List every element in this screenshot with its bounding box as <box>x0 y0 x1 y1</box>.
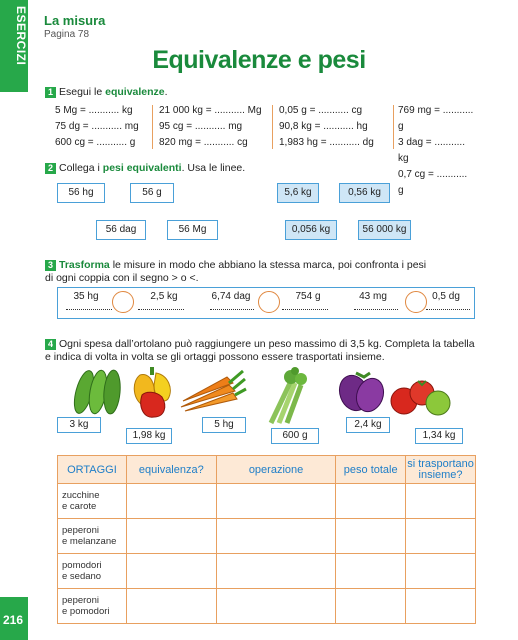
row-label-line: pomodori <box>62 559 102 571</box>
instruction-highlight: Trasforma <box>59 259 110 271</box>
answer-cell[interactable] <box>406 554 476 589</box>
carrots-illustration <box>177 367 247 413</box>
equivalence-item[interactable]: 90,8 kg = ........... hg <box>279 121 368 132</box>
weight-box[interactable]: 56 Mg <box>167 220 218 240</box>
answer-cell[interactable] <box>336 554 406 589</box>
exercise-4-instruction <box>45 338 475 364</box>
equivalence-item[interactable]: 3 dag = ........... kg <box>398 137 465 164</box>
comparison-value: 0,5 dg <box>432 291 460 302</box>
comparison-value: 2,5 kg <box>150 291 178 302</box>
weight-tag: 3 kg <box>57 417 101 433</box>
exercise-2-instruction <box>45 162 245 175</box>
sidebar <box>0 0 28 640</box>
column-header-equivalenza: equivalenza? <box>126 456 216 484</box>
instruction-text: Esegui le <box>59 86 106 98</box>
exercise-1-number: 1 <box>45 87 56 98</box>
row-label <box>58 554 127 589</box>
page-title: Equivalenze e pesi <box>152 46 366 74</box>
column-divider <box>272 105 273 149</box>
column-header-peso-totale: peso totale <box>336 456 406 484</box>
answer-line[interactable] <box>138 309 184 310</box>
answer-cell[interactable] <box>126 484 216 519</box>
equivalence-item[interactable]: 75 dg = ........... mg <box>55 121 139 132</box>
comparison-sign-circle[interactable] <box>112 291 134 313</box>
row-label <box>58 484 127 519</box>
column-header-operazione: operazione <box>216 456 336 484</box>
instruction-highlight: pesi equivalenti <box>102 162 182 174</box>
answer-cell[interactable] <box>126 519 216 554</box>
sidebar-tab-label: ESERCIZI <box>14 6 28 66</box>
row-label-line: zucchine <box>62 489 100 501</box>
answer-cell[interactable] <box>126 554 216 589</box>
equivalence-column <box>398 103 475 196</box>
answer-line[interactable] <box>282 309 328 310</box>
answer-cell[interactable] <box>336 589 406 624</box>
answer-cell[interactable] <box>336 484 406 519</box>
equivalence-item[interactable]: 95 cg = ........... mg <box>159 121 243 132</box>
column-header-trasporto: si trasportano insieme? <box>406 456 476 484</box>
equivalence-item[interactable]: 600 cg = ........... g <box>55 137 136 148</box>
table-row <box>58 484 476 519</box>
page-number: 216 <box>3 613 24 627</box>
answer-line[interactable] <box>66 309 112 310</box>
weight-tag: 1,34 kg <box>415 428 463 444</box>
exercise-2-number: 2 <box>45 163 56 174</box>
instruction-text: . <box>164 86 168 98</box>
exercise-3-instruction <box>45 259 426 285</box>
peppers-illustration <box>130 367 178 421</box>
eggplants-illustration <box>336 367 388 415</box>
equivalence-item[interactable]: 1,983 hg = ........... dg <box>279 137 374 148</box>
weight-box[interactable]: 56 000 kg <box>358 220 411 240</box>
row-label-line: peperoni <box>62 594 99 606</box>
answer-cell[interactable] <box>216 519 336 554</box>
answer-line[interactable] <box>210 309 254 310</box>
weight-box[interactable]: 56 g <box>130 183 174 203</box>
weight-box[interactable]: 5,6 kg <box>277 183 319 203</box>
exercise-1-instruction <box>45 86 168 99</box>
answer-cell[interactable] <box>126 589 216 624</box>
comparison-value: 35 hg <box>73 291 99 302</box>
comparison-value: 43 mg <box>359 291 387 302</box>
equivalence-item[interactable]: 5 Mg = ........... kg <box>55 105 133 116</box>
equivalence-item[interactable]: 769 mg = ........... g <box>398 105 474 132</box>
weight-tag: 1,98 kg <box>126 428 172 444</box>
table-row <box>58 589 476 624</box>
row-label-line: peperoni <box>62 524 99 536</box>
weight-box[interactable]: 56 hg <box>57 183 105 203</box>
equivalence-column <box>279 103 374 151</box>
column-divider <box>393 105 394 149</box>
row-label-line: e sedano <box>62 571 102 582</box>
table-header-row <box>58 456 476 484</box>
comparison-sign-circle[interactable] <box>258 291 280 313</box>
instruction-text: Collega i <box>59 162 103 174</box>
celery-illustration <box>265 367 315 425</box>
weight-tag: 5 hg <box>202 417 246 433</box>
answer-cell[interactable] <box>336 519 406 554</box>
comparison-sign-circle[interactable] <box>405 291 427 313</box>
weight-tag: 2,4 kg <box>346 417 390 433</box>
equivalence-column <box>159 103 262 151</box>
row-label-line: e melanzane <box>62 536 117 547</box>
equivalence-item[interactable]: 820 mg = ........... cg <box>159 137 248 148</box>
instruction-text: Ogni spesa dall’ortolano può raggiungere un peso massimo di 3,5 kg. Completa la tabella <box>59 338 475 350</box>
weight-box[interactable]: 0,56 kg <box>339 183 390 203</box>
instruction-text: le misure in modo che abbiano la stessa marca, poi confronta i pesi <box>109 259 427 271</box>
column-header-ortaggi: ORTAGGI <box>58 456 127 484</box>
instruction-text: . Usa le linee. <box>181 162 246 174</box>
section-title: La misura <box>44 13 106 28</box>
equivalence-item[interactable]: 21 000 kg = ........... Mg <box>159 105 262 116</box>
answer-cell[interactable] <box>406 484 476 519</box>
answer-cell[interactable] <box>216 554 336 589</box>
answer-cell[interactable] <box>406 519 476 554</box>
answer-cell[interactable] <box>216 589 336 624</box>
row-label <box>58 519 127 554</box>
comparison-value: 754 g <box>295 291 321 302</box>
equivalence-item[interactable]: 0,7 cg = ........... g <box>398 169 468 196</box>
comparison-value: 6,74 dag <box>211 291 251 302</box>
vegetables-table <box>57 455 476 624</box>
row-label-line: e carote <box>62 501 97 512</box>
answer-line[interactable] <box>426 309 470 310</box>
table-row <box>58 554 476 589</box>
exercise-3-number: 3 <box>45 260 56 271</box>
zucchini-illustration <box>70 367 126 417</box>
column-divider <box>152 105 153 149</box>
equivalence-column <box>55 103 139 151</box>
tomatoes-illustration <box>388 377 454 417</box>
instruction-text: e indica di volta in volta se gli ortaggi possono essere trasportati insieme. <box>45 351 385 363</box>
page-reference: Pagina 78 <box>44 29 90 40</box>
instruction-highlight: equivalenze <box>105 86 165 98</box>
equivalence-item[interactable]: 0,05 g = ........... cg <box>279 105 363 116</box>
row-label-line: e pomodori <box>62 606 110 617</box>
answer-cell[interactable] <box>406 589 476 624</box>
weight-box[interactable]: 56 dag <box>96 220 146 240</box>
table-row <box>58 519 476 554</box>
answer-line[interactable] <box>354 309 398 310</box>
row-label <box>58 589 127 624</box>
weight-box[interactable]: 0,056 kg <box>285 220 337 240</box>
instruction-text: di ogni coppia con il segno > o <. <box>45 272 199 284</box>
exercise-4-number: 4 <box>45 339 56 350</box>
weight-tag: 600 g <box>271 428 319 444</box>
answer-cell[interactable] <box>216 484 336 519</box>
